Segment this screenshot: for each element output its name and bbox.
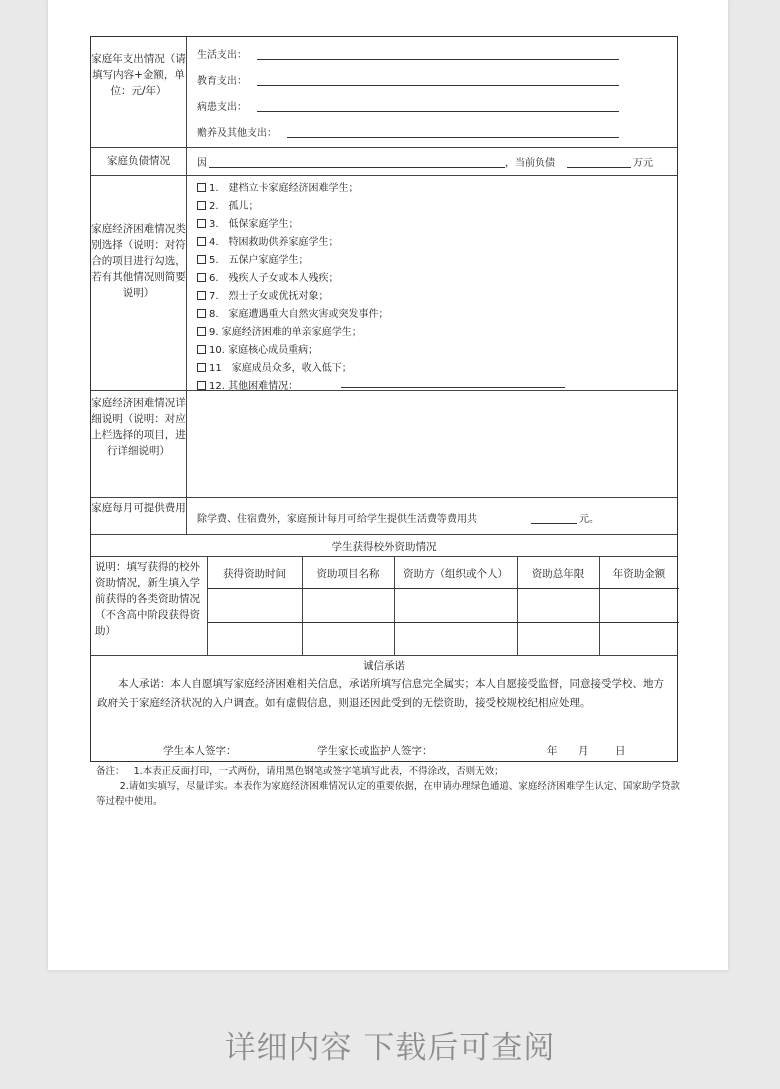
checkbox[interactable] <box>197 255 206 264</box>
aid-note: 说明：填写获得的校外资助情况，新生填入学前获得的各类资助情况（不含高中阶段获得资助） <box>95 561 200 637</box>
row-divider <box>91 534 677 535</box>
parent-sign-label: 学生家长或监护人签字： <box>317 745 433 757</box>
date-year: 年 <box>547 745 558 757</box>
pledge-text: 本人承诺：本人自愿填写家庭经济困难相关信息，承诺所填写信息完全属实；本人自愿接受监督，同意接受学校、地方政府关于家庭经济状况的入户调查。如有虚假信息，则退还因此受到的无偿资助，接受校规校纪相应处理。 <box>97 678 664 709</box>
aid-title: 学生获得校外资助情况 <box>331 541 437 553</box>
category-option[interactable]: 9. 家庭经济困难的单亲家庭学生； <box>197 323 362 338</box>
row-divider <box>91 175 677 176</box>
debt-cause-label: 因 <box>197 158 207 169</box>
category-option[interactable]: 8. 家庭遭遇重大自然灾害或突发事件； <box>197 305 389 320</box>
application-form <box>90 36 678 762</box>
category-option[interactable]: 5. 五保户家庭学生； <box>197 251 309 266</box>
aid-header-project: 资助项目名称 <box>316 568 380 580</box>
debt-unit: 万元 <box>633 158 653 169</box>
note-line-1: 备注： 1.本表正反面打印，一式两份，请用黑色钢笔或签字笔填写此表，不得涂改，否则无效； <box>96 766 504 777</box>
checkbox[interactable] <box>197 345 206 354</box>
aid-header-years: 资助总年限 <box>531 568 585 580</box>
checkbox[interactable] <box>197 273 206 282</box>
debt-amount-field[interactable] <box>567 167 631 168</box>
aid-header-amount: 年资助金额 <box>612 568 666 580</box>
category-option[interactable]: 3. 低保家庭学生； <box>197 215 299 230</box>
checkbox[interactable] <box>197 201 206 210</box>
date-day: 日 <box>615 745 626 757</box>
student-sign-label: 学生本人签字： <box>163 745 237 757</box>
expense-living-field[interactable] <box>257 59 619 60</box>
row-divider <box>91 655 677 656</box>
category-option[interactable]: 11 家庭成员众多，收入低下； <box>197 359 352 374</box>
checkbox[interactable] <box>197 327 206 336</box>
aid-row-divider <box>207 588 679 589</box>
row-divider <box>91 497 677 498</box>
label-column-divider <box>186 37 187 534</box>
expense-medical-label: 病患支出： <box>197 102 247 113</box>
download-hint: 详细内容 下载后可查阅 <box>224 1030 556 1066</box>
checkbox[interactable] <box>197 363 206 372</box>
category-option[interactable]: 2. 孤儿； <box>197 197 259 212</box>
row-divider <box>91 556 677 557</box>
debt-cause-field[interactable] <box>209 167 505 168</box>
date-month: 月 <box>578 745 589 757</box>
monthly-unit: 元。 <box>579 514 599 525</box>
category-option[interactable]: 12. 其他困难情况： <box>197 377 298 392</box>
checkbox[interactable] <box>197 219 206 228</box>
monthly-text: 除学费、住宿费外，家庭预计每月可给学生提供生活费等费用共 <box>197 514 477 525</box>
checkbox[interactable] <box>197 291 206 300</box>
category-option[interactable]: 6. 残疾人子女或本人残疾； <box>197 269 339 284</box>
category-option[interactable]: 7. 烈士子女或优抚对象； <box>197 287 329 302</box>
category-option[interactable]: 10. 家庭核心成员重病； <box>197 341 318 356</box>
aid-header-funder: 资助方（组织或个人） <box>403 568 508 580</box>
expense-medical-field[interactable] <box>257 111 619 112</box>
debt-current-label: ，当前负债 <box>505 158 555 169</box>
detail-field[interactable] <box>188 392 676 495</box>
detail-label: 家庭经济困难情况详细说明（说明：对应上栏选择的项目，进行详细说明） <box>91 397 186 457</box>
checkbox[interactable] <box>197 309 206 318</box>
note-line-2: 2.请如实填写，尽量详实。本表作为家庭经济困难情况认定的重要依据，在申请办理绿色通道、家庭经济困难学生认定、国家助学贷款等过程中使用。 <box>96 781 680 807</box>
expense-label: 家庭年支出情况（请填写内容+金额，单位：元/年） <box>91 53 186 97</box>
expense-support-field[interactable] <box>287 137 619 138</box>
expense-education-field[interactable] <box>257 85 619 86</box>
pledge-title: 诚信承诺 <box>363 660 405 672</box>
monthly-amount-field[interactable] <box>531 523 577 524</box>
category-option[interactable]: 4. 特困救助供养家庭学生； <box>197 233 339 248</box>
category-label: 家庭经济困难情况类别选择（说明：对符合的项目进行勾选，若有其他情况则简要说明） <box>91 223 186 299</box>
expense-support-label: 赡养及其他支出： <box>197 128 277 139</box>
other-situation-field[interactable] <box>341 387 565 388</box>
notes <box>96 764 680 809</box>
expense-education-label: 教育支出： <box>197 76 247 87</box>
debt-label: 家庭负债情况 <box>107 155 170 167</box>
aid-row-divider <box>207 622 679 623</box>
checkbox[interactable] <box>197 183 206 192</box>
checkbox[interactable] <box>197 381 206 390</box>
checkbox[interactable] <box>197 237 206 246</box>
row-divider <box>91 390 677 391</box>
category-option[interactable]: 1. 建档立卡家庭经济困难学生； <box>197 179 359 194</box>
expense-living-label: 生活支出： <box>197 50 247 61</box>
row-divider <box>91 147 677 148</box>
aid-header-time: 获得资助时间 <box>223 568 286 580</box>
monthly-label: 家庭每月可提供费用 <box>91 502 186 514</box>
